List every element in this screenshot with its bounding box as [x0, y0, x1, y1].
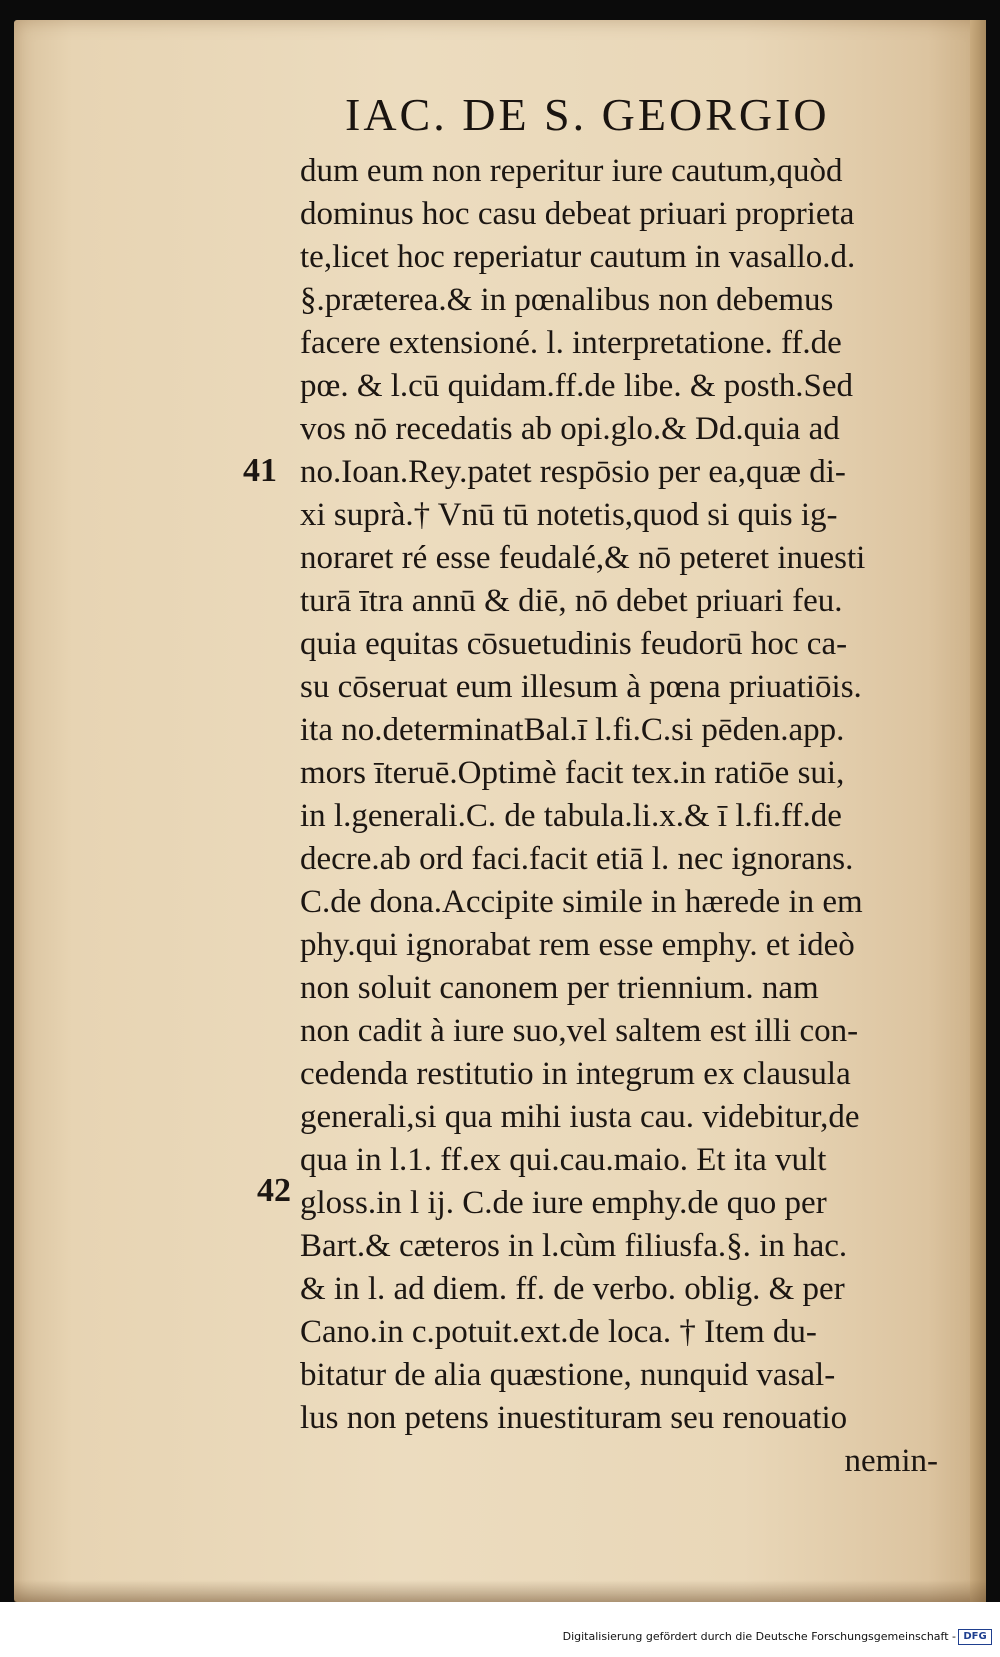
page-edge: [970, 20, 986, 1602]
margin-number-42: 42: [257, 1172, 291, 1209]
text-line: dominus hoc casu debeat priuari proprieta: [300, 196, 855, 232]
funding-credit: Digitalisierung gefördert durch die Deutsche Forschungsgemeinschaft -: [562, 1630, 956, 1643]
text-line: generali,si qua mihi iusta cau. videbitur,de: [300, 1099, 860, 1135]
text-line: mors īteruē.Optimè facit tex.in ratiōe sui,: [300, 755, 845, 791]
text-line: §.præterea.& in pœnalibus non debemus: [300, 282, 834, 318]
text-line: & in l. ad diem. ff. de verbo. oblig. & per: [300, 1271, 845, 1307]
text-line: non cadit à iure suo,vel saltem est illi con-: [300, 1013, 859, 1049]
text-line: C.de dona.Accipite simile in hærede in em: [300, 884, 863, 920]
text-line: pœ. & l.cū quidam.ff.de libe. & posth.Sed: [300, 368, 853, 404]
text-line: noraret ré esse feudalé,& nō peteret inuesti: [300, 540, 866, 576]
text-line: gloss.in l ij. C.de iure emphy.de quo per: [300, 1185, 827, 1221]
text-line: decre.ab ord faci.facit etiā l. nec ignorans.: [300, 841, 854, 877]
footer-bar: [0, 1602, 1000, 1657]
text-line: cedenda restitutio in integrum ex clausula: [300, 1056, 851, 1092]
text-line: phy.qui ignorabat rem esse emphy. et ideò: [300, 927, 855, 963]
running-title: IAC. DE S. GEORGIO: [345, 89, 830, 140]
text-line: ita no.determinatBal.ī l.fi.C.si pēden.app.: [300, 712, 845, 748]
text-line: vos nō recedatis ab opi.glo.& Dd.quia ad: [300, 411, 840, 447]
text-line: non soluit canonem per triennium. nam: [300, 970, 819, 1006]
text-line: facere extensioné. l. interpretatione. ff.de: [300, 325, 842, 361]
text-line: te,licet hoc reperiatur cautum in vasallo.d.: [300, 239, 856, 275]
catchword: nemin-: [844, 1443, 938, 1479]
text-line: dum eum non reperitur iure cautum,quòd: [300, 153, 843, 189]
text-line: bitatur de alia quæstione, nunquid vasal-: [300, 1357, 836, 1393]
text-line: lus non petens inuestituram seu renouatio: [300, 1400, 848, 1436]
page-bottom-shadow: [14, 1580, 986, 1602]
text-line: xi suprà.† Vnū tū notetis,quod si quis ig-: [300, 497, 838, 533]
text-line: quia equitas cōsuetudinis feudorū hoc ca-: [300, 626, 848, 662]
text-line: in l.generali.C. de tabula.li.x.& ī l.fi.ff.de: [300, 798, 842, 834]
body-text: [300, 150, 950, 1483]
text-line: qua in l.1. ff.ex qui.cau.maio. Et ita vult: [300, 1142, 827, 1178]
text-line: Bart.& cæteros in l.cùm filiusfa.§. in hac.: [300, 1228, 848, 1264]
text-line: Cano.in c.potuit.ext.de loca. † Item du-: [300, 1314, 817, 1350]
text-line: su cōseruat eum illesum à pœna priuatiōis.: [300, 669, 862, 705]
margin-number-41: 41: [243, 452, 277, 489]
dfg-logo: DFG: [958, 1629, 992, 1645]
text-line: turā ītra annū & diē, nō debet priuari feu.: [300, 583, 843, 619]
text-line: no.Ioan.Rey.patet respōsio per ea,quæ di-: [300, 454, 846, 490]
